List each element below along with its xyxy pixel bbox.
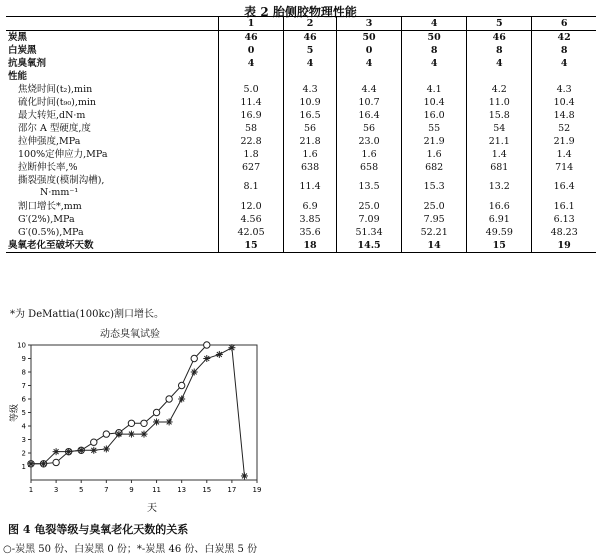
y-tick-label: 1 [21, 463, 26, 471]
table-cell: 4 [560, 57, 568, 69]
table-cell: 8.1 [219, 174, 284, 200]
table-cell: 10.9 [284, 96, 337, 109]
table-cell: 15.8 [467, 109, 532, 122]
column-header: 4 [402, 17, 467, 31]
table-cell: 8 [560, 44, 568, 56]
table-cell: 13.2 [467, 174, 532, 200]
table-cell: 11.4 [219, 96, 284, 109]
table-cell: 46 [467, 31, 532, 45]
y-tick-label: 8 [21, 368, 26, 377]
table-row [6, 31, 596, 45]
data-point-star [216, 351, 223, 358]
data-point-star [90, 447, 97, 454]
data-point-circle [166, 396, 172, 402]
table-cell: 5 [284, 44, 337, 57]
table-cell: 4.3 [284, 83, 337, 96]
table-cell: 4.3 [556, 83, 572, 95]
data-point-circle [103, 431, 109, 437]
y-tick-label: 3 [21, 436, 26, 444]
table-cell: 15.3 [402, 174, 467, 200]
y-tick-label: 5 [21, 409, 26, 417]
table-cell: 46 [219, 31, 284, 45]
table-cell: 11.0 [467, 96, 532, 109]
y-tick-label: 7 [21, 382, 26, 390]
table-cell: 12.0 [219, 200, 284, 213]
table-cell: 14 [402, 239, 467, 253]
table-row [6, 83, 596, 96]
table-row [6, 70, 596, 83]
x-tick-label: 19 [252, 486, 262, 494]
table-cell [532, 70, 596, 83]
table-cell: 8 [467, 44, 532, 57]
data-point-star [128, 431, 135, 438]
y-tick-label: 9 [21, 355, 26, 363]
data-point-star [178, 396, 185, 403]
table-row [6, 135, 596, 148]
table-cell [284, 70, 337, 83]
x-tick-label: 13 [177, 486, 187, 494]
table-row [6, 44, 596, 57]
table-cell: 6.13 [553, 213, 575, 225]
x-tick-label: 5 [78, 486, 84, 494]
properties-table [6, 16, 596, 253]
data-point-star [241, 472, 248, 479]
table-row [6, 161, 596, 174]
table-cell: 50 [402, 31, 467, 45]
row-label: 炭黑 [6, 31, 219, 45]
table-cell: 8 [402, 44, 467, 57]
row-label: 拉断伸长率,% [6, 161, 219, 174]
row-label: 邵尔 A 型硬度,度 [6, 122, 219, 135]
table-row [6, 174, 596, 200]
table-cell [337, 70, 402, 83]
table-cell: 7.09 [337, 213, 402, 226]
table-cell: 56 [284, 122, 337, 135]
table-footnote: *为 DeMattia(100kc)割口增长。 [10, 309, 165, 320]
plot-frame [31, 345, 257, 480]
x-tick-label: 3 [53, 486, 59, 494]
data-point-circle [91, 439, 97, 445]
x-tick-label: 17 [227, 486, 237, 494]
table-cell: 14.8 [553, 109, 575, 121]
column-header: 6 [532, 17, 596, 31]
table-header-row [6, 17, 596, 31]
table-cell: 4 [219, 57, 284, 70]
table-cell: 16.9 [219, 109, 284, 122]
table-row [6, 213, 596, 226]
table-cell: 52 [558, 122, 571, 134]
table-cell: 16.6 [467, 200, 532, 213]
table-cell: 23.0 [337, 135, 402, 148]
x-tick-label: 1 [28, 486, 34, 494]
row-label: 割口增长*,mm [6, 200, 219, 213]
table-cell: 42 [557, 31, 571, 43]
table-cell: 7.95 [402, 213, 467, 226]
table-cell: 16.1 [553, 200, 575, 212]
x-tick-label: 11 [152, 486, 162, 494]
table-cell: 13.5 [337, 174, 402, 200]
table-cell: 55 [402, 122, 467, 135]
y-tick-label: 6 [21, 395, 26, 404]
chart-lines [28, 342, 248, 480]
table-cell: 627 [219, 161, 284, 174]
table-cell: 682 [402, 161, 467, 174]
table-cell: 42.05 [219, 226, 284, 239]
x-tick-label: 15 [202, 486, 212, 494]
table-cell: 4 [467, 57, 532, 70]
table-cell: 21.9 [402, 135, 467, 148]
table-cell: 51.34 [337, 226, 402, 239]
table-cell: 14.5 [337, 239, 402, 253]
table-cell: 56 [337, 122, 402, 135]
table-cell: 0 [337, 44, 402, 57]
ozone-crack-chart [0, 335, 270, 520]
table-cell: 10.4 [402, 96, 467, 109]
table-cell: 21.9 [553, 135, 575, 147]
table-cell: 21.8 [284, 135, 337, 148]
row-label: G′(2%),MPa [6, 213, 219, 226]
data-point-circle [128, 420, 134, 426]
table-cell: 22.8 [219, 135, 284, 148]
row-label: 白炭黑 [6, 44, 219, 57]
x-tick-label: 7 [104, 486, 109, 494]
data-point-circle [178, 382, 184, 388]
table-title: 表 2 胎侧胶物理性能 [244, 5, 357, 19]
row-label: 最大转矩,dN·m [6, 109, 219, 122]
table-cell: 658 [337, 161, 402, 174]
column-header: 3 [337, 17, 402, 31]
data-point-circle [141, 420, 147, 426]
y-axis-label: 等级 [10, 403, 20, 423]
table-row [6, 239, 596, 253]
table-cell: 4.2 [467, 83, 532, 96]
table-cell: 16.0 [402, 109, 467, 122]
table-cell: 52.21 [402, 226, 467, 239]
table-row [6, 226, 596, 239]
row-label-line: N·mm⁻¹ [40, 187, 79, 198]
table-cell: 1.4 [467, 148, 532, 161]
data-point-circle [53, 459, 59, 465]
chart-title: 动态臭氧试验 [100, 329, 160, 340]
series-line [31, 345, 207, 464]
table-cell: 1.4 [556, 148, 572, 160]
table-cell: 4.4 [337, 83, 402, 96]
row-label: 性能 [6, 70, 219, 83]
table-cell: 6.91 [467, 213, 532, 226]
column-header: 5 [467, 17, 532, 31]
row-label: 硫化时间(t₉₀),min [6, 96, 219, 109]
table-cell: 10.7 [337, 96, 402, 109]
table-cell: 4 [402, 57, 467, 70]
y-tick-label: 10 [17, 341, 26, 350]
table-cell: 5.0 [219, 83, 284, 96]
table-cell: 58 [219, 122, 284, 135]
data-point-star [166, 418, 173, 425]
table-cell: 16.4 [553, 181, 575, 192]
table-cell [219, 70, 284, 83]
figure-caption: 图 4 龟裂等级与臭氧老化天数的关系 [8, 523, 189, 536]
table-cell: 1.6 [337, 148, 402, 161]
table-body [6, 31, 596, 253]
table-cell: 18 [284, 239, 337, 253]
table-cell: 3.85 [284, 213, 337, 226]
table-cell: 46 [284, 31, 337, 45]
table-cell: 16.4 [337, 109, 402, 122]
table-row [6, 200, 596, 213]
table-cell: 714 [555, 161, 574, 173]
row-label: G′(0.5%),MPa [6, 226, 219, 239]
table-cell: 6.9 [284, 200, 337, 213]
table-cell: 4.56 [219, 213, 284, 226]
table-cell [467, 70, 532, 83]
table-cell: 4.1 [402, 83, 467, 96]
table-row [6, 57, 596, 70]
table-row [6, 109, 596, 122]
table-cell: 16.5 [284, 109, 337, 122]
x-axis-label: 天 [147, 503, 157, 514]
x-tick-label: 9 [129, 486, 134, 494]
table-cell: 19 [532, 239, 596, 253]
table-cell: 21.1 [467, 135, 532, 148]
data-point-star [103, 445, 110, 452]
data-point-circle [204, 342, 210, 348]
table-cell [402, 70, 467, 83]
y-tick-label: 2 [21, 449, 26, 458]
chart-axes [17, 342, 261, 495]
row-label: 抗臭氧剂 [6, 57, 219, 70]
row-label [6, 174, 219, 200]
column-header: 1 [219, 17, 284, 31]
row-label: 100%定伸应力,MPa [6, 148, 219, 161]
data-point-star [228, 344, 235, 351]
figure-legend: ○-炭黑 50 份、白炭黑 0 份；*-炭黑 46 份、白炭黑 5 份 [3, 544, 258, 555]
table-cell: 25.0 [337, 200, 402, 213]
row-label-line: 撕裂强度(模制沟槽), [18, 175, 105, 186]
table-cell: 10.4 [553, 96, 575, 108]
table-cell: 1.6 [284, 148, 337, 161]
table-cell: 15 [219, 239, 284, 253]
data-point-circle [191, 355, 197, 361]
table-row [6, 122, 596, 135]
row-label: 焦烧时间(t₂),min [6, 83, 219, 96]
row-label: 拉伸强度,MPa [6, 135, 219, 148]
table-cell: 11.4 [284, 174, 337, 200]
table-cell: 35.6 [284, 226, 337, 239]
column-header: 2 [284, 17, 337, 31]
data-point-circle [153, 409, 159, 415]
table-cell: 4 [337, 57, 402, 70]
table-cell: 1.8 [219, 148, 284, 161]
table-row [6, 148, 596, 161]
table-cell: 15 [467, 239, 532, 253]
y-tick-label: 4 [21, 422, 26, 431]
table-cell: 0 [219, 44, 284, 57]
table-cell: 25.0 [402, 200, 467, 213]
row-label: 臭氧老化至破坏天数 [6, 239, 219, 253]
table-cell: 50 [337, 31, 402, 45]
table-cell: 49.59 [467, 226, 532, 239]
table-cell: 681 [467, 161, 532, 174]
table-header-blank [6, 17, 219, 31]
table-cell: 1.6 [402, 148, 467, 161]
table-cell: 638 [284, 161, 337, 174]
table-cell: 48.23 [550, 226, 578, 238]
table-cell: 54 [467, 122, 532, 135]
table-cell: 4 [284, 57, 337, 70]
table-row [6, 96, 596, 109]
